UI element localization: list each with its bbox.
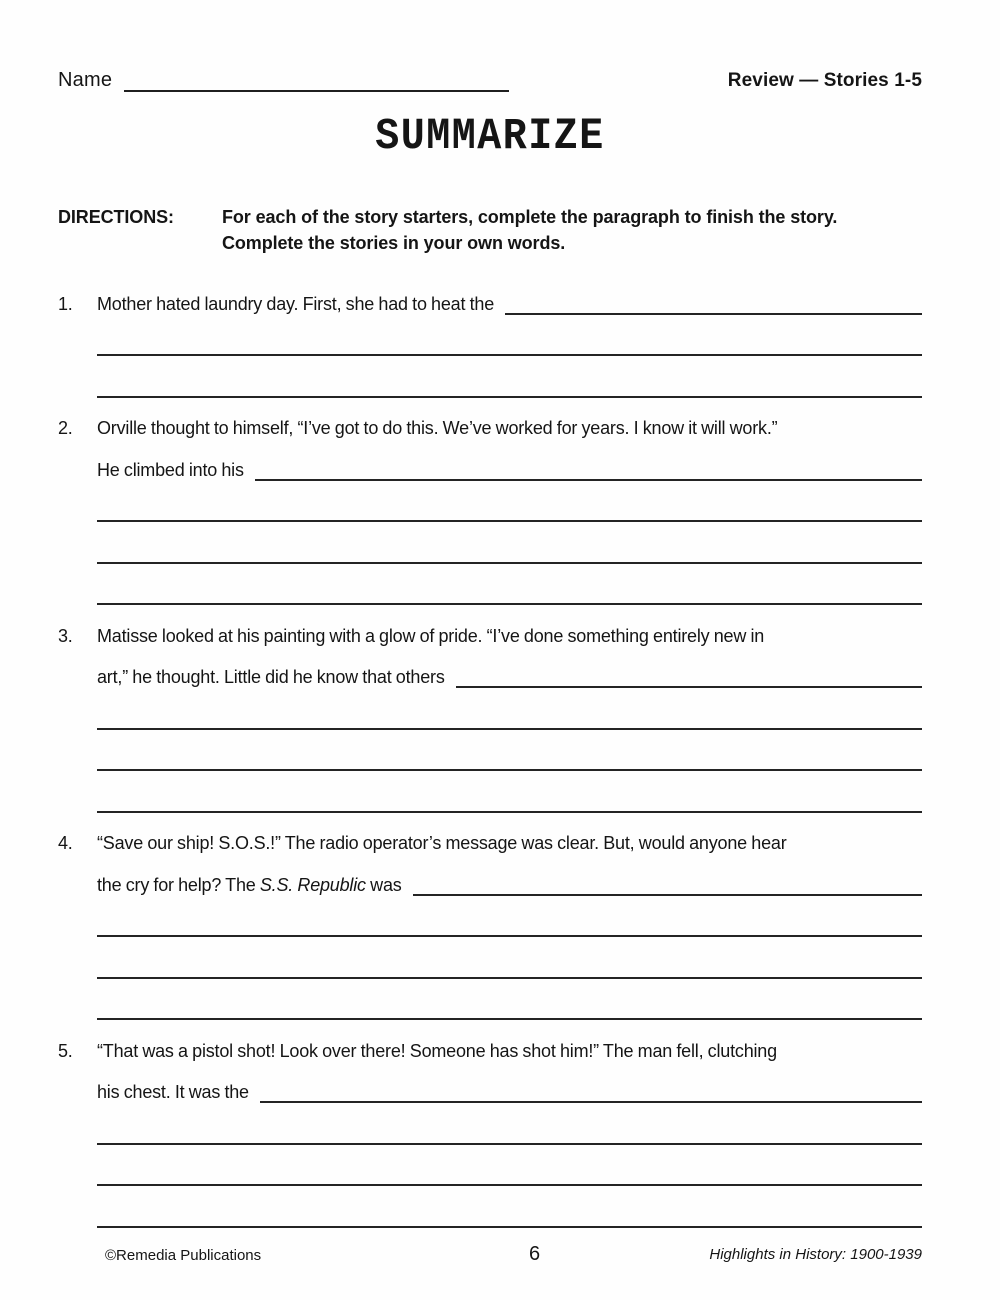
source-title: Highlights in History: 1900-1939: [709, 1245, 922, 1263]
directions-block: [58, 204, 922, 256]
answer-blank-row: [97, 896, 922, 938]
plain-text: “Save our ship! S.O.S.!” The radio operator’s message was clear. But, would anyone hear: [97, 833, 787, 853]
story-starter-line-2: [97, 1062, 922, 1104]
story-starter-text: [97, 294, 494, 315]
plain-text: Mother hated laundry day. First, she had to heat the: [97, 293, 495, 314]
answer-blank-row: [97, 1145, 922, 1187]
answer-blank-row: [97, 1103, 922, 1145]
answer-blank-row: [97, 481, 922, 523]
story-starter-text: [97, 667, 445, 688]
answer-blank-line: [97, 718, 922, 730]
worksheet-item-4: [58, 813, 922, 1021]
answer-blank-line: [97, 801, 922, 813]
answer-blank-row: [97, 356, 922, 398]
story-starter-text: [97, 1082, 249, 1103]
item-number-column: [58, 813, 97, 1021]
item-number-row: [58, 813, 97, 855]
plain-text: Matisse looked at his painting with a glow of pride. “I’ve done something entirely new in: [97, 625, 765, 646]
plain-text: his chest. It was the: [97, 1082, 249, 1102]
story-starter-text: [97, 1041, 777, 1062]
page-number: 6: [529, 1242, 541, 1265]
answer-blank-line: [97, 1216, 922, 1228]
items-list: [58, 273, 922, 1228]
answer-blank-inline: [255, 469, 922, 481]
item-number-column: [58, 273, 97, 398]
review-header-label: Review — Stories 1-5: [727, 70, 922, 91]
name-write-line: [124, 68, 509, 92]
answer-blank-row: [97, 1186, 922, 1228]
answer-blank-line: [97, 1133, 922, 1145]
item-body: [97, 813, 922, 1021]
answer-blank-line: [97, 510, 922, 522]
answer-blank-row: [97, 937, 922, 979]
answer-blank-line: [97, 1174, 922, 1186]
item-number-row: [58, 398, 97, 440]
name-label: Name: [58, 69, 113, 91]
item-body: [97, 1020, 922, 1228]
story-starter-line-1: [97, 398, 922, 440]
publisher-credit: ©Remedia Publications: [105, 1246, 262, 1264]
answer-blank-row: [97, 564, 922, 606]
answer-blank-line: [97, 759, 922, 771]
answer-blank-row: [97, 979, 922, 1021]
item-number: 5.: [58, 1040, 73, 1061]
item-number: 2.: [58, 418, 73, 438]
answer-blank-row: [97, 771, 922, 813]
item-number-row: [58, 273, 97, 315]
answer-blank-line: [97, 552, 922, 564]
plain-text: “That was a pistol shot! Look over there! Someone has shot him!” The man fell, clutching: [97, 1040, 777, 1061]
story-starter-text: [97, 460, 244, 481]
item-number: 4.: [58, 833, 73, 853]
directions-label: DIRECTIONS:: [58, 207, 174, 227]
item-number-row: [58, 605, 97, 647]
item-number-column: [58, 1020, 97, 1228]
directions-line-1: For each of the story starters, complete the paragraph to finish the story.: [222, 207, 838, 227]
answer-blank-line: [97, 386, 922, 398]
answer-blank-inline: [413, 884, 922, 896]
story-starter-text: [97, 833, 786, 854]
worksheet-item-1: [58, 273, 922, 398]
plain-text: Orville thought to himself, “I’ve got to do this. We’ve worked for years. I know it will work.”: [97, 418, 778, 438]
header: [58, 62, 922, 92]
item-body: [97, 273, 922, 398]
story-starter-line-1: [97, 605, 922, 647]
answer-blank-line: [97, 593, 922, 605]
plain-text: the cry for help? The: [97, 874, 260, 895]
answer-blank-row: [97, 522, 922, 564]
item-number: 1.: [58, 293, 73, 314]
directions-text: [222, 204, 922, 256]
worksheet-item-5: [58, 1020, 922, 1228]
answer-blank-inline: [456, 676, 922, 688]
footer: [58, 1242, 922, 1266]
answer-blank-line: [97, 967, 922, 979]
item-number-column: [58, 398, 97, 606]
answer-blank-line: [97, 1008, 922, 1020]
worksheet-item-3: [58, 605, 922, 813]
story-starter-line-2: [97, 647, 922, 689]
story-starter-text: [97, 626, 764, 647]
directions-line-2: Complete the stories in your own words.: [222, 233, 566, 253]
story-starter-text: [97, 418, 777, 439]
answer-blank-inline: [505, 303, 922, 315]
answer-blank-inline: [260, 1091, 922, 1103]
story-starter-line-2: [97, 854, 922, 896]
plain-text: was: [365, 874, 402, 895]
item-number: 3.: [58, 625, 73, 646]
page-title: SUMMARIZE: [375, 112, 605, 163]
item-number-column: [58, 605, 97, 813]
item-body: [97, 605, 922, 813]
answer-blank-row: [97, 730, 922, 772]
story-starter-text: [97, 875, 402, 896]
story-starter-line-1: [97, 273, 922, 315]
plain-text: He climbed into his: [97, 459, 244, 480]
answer-blank-row: [97, 688, 922, 730]
italic-text: S.S. Republic: [259, 874, 366, 895]
story-starter-line-2: [97, 439, 922, 481]
plain-text: art,” he thought. Little did he know that others: [97, 667, 445, 687]
item-number-row: [58, 1020, 97, 1062]
worksheet-item-2: [58, 398, 922, 606]
story-starter-line-1: [97, 1020, 922, 1062]
answer-blank-line: [97, 925, 922, 937]
answer-blank-line: [97, 344, 922, 356]
item-body: [97, 398, 922, 606]
story-starter-line-1: [97, 813, 922, 855]
answer-blank-row: [97, 315, 922, 357]
